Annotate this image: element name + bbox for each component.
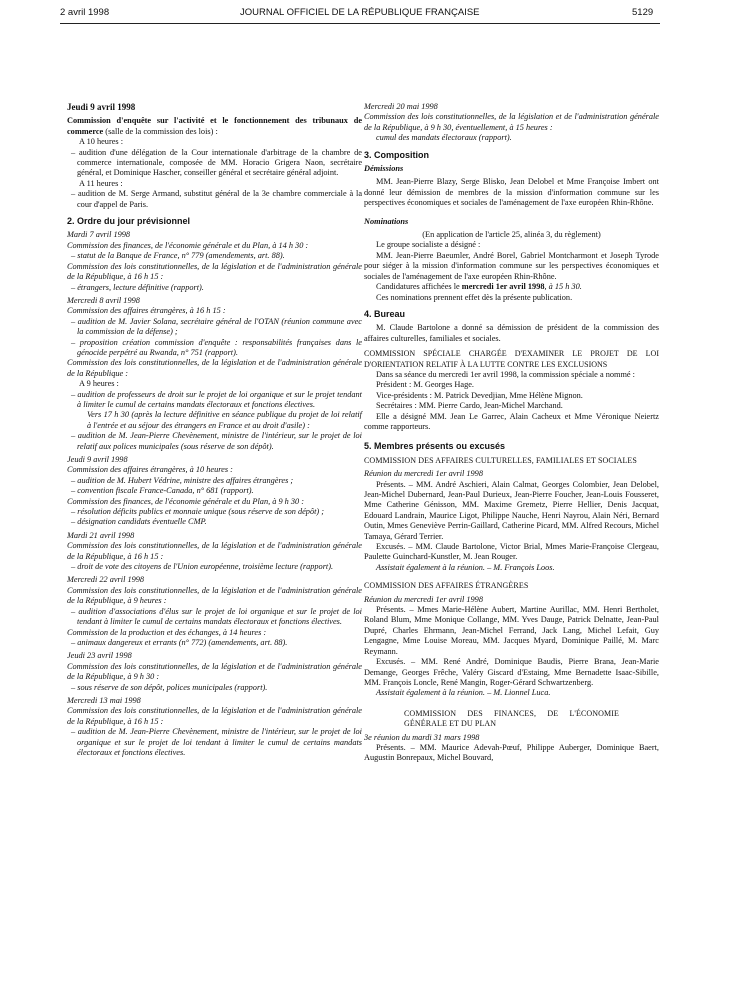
header-page-number: 5129: [632, 7, 654, 18]
time-label: A 11 heures :: [79, 178, 123, 188]
date-heading: Mardi 21 avril 1998: [67, 530, 135, 540]
agenda-item: – animaux dangereux et errants (n° 772) (amendements, art. 88).: [71, 637, 288, 647]
commission-line: Commission des lois constitutionnelles, de la législation et de l'administration générale de la République, à 9 h 30 :: [67, 661, 362, 682]
date-heading: Mercredi 13 mai 1998: [67, 695, 141, 705]
meeting-heading: Réunion du mercredi 1er avril 1998: [364, 469, 483, 479]
also-present: Assistait également à la réunion. – M. François Loos.: [376, 562, 555, 572]
attendance-list: Présents. – MM. André Aschieri, Alain Calmat, Georges Colombier, Jean Delobel, Jean-Michel Dubernard, Jean-Paul Durieux, Jean-Pierre Foucher, Jean-Louis Fousseret, Mme Catherine Génisson, MM. Maxime Gremetz, Pierre Hellier, Denis Jacquat, Edouard Landrain, Maurice Ligot, Philippe Nauche, Henri Nayrou, Alain Néri, Bernard Outin, Mmes Geneviève Perrin-Gaillard, Catherine Picard, MM. Alfred Recours, Michel Tamaya, Gérard Terrier.: [364, 479, 659, 541]
time-label: A 10 heures :: [79, 137, 124, 147]
agenda-item: – statut de la Banque de France, n° 779 (amendements, art. 88).: [71, 251, 285, 261]
agenda-item: cumul des mandats électoraux (rapport).: [376, 133, 512, 143]
attendance-list: Présents. – MM. Maurice Adevah-Pœuf, Philippe Auberger, Dominique Baert, Augustin Bonrepaux, Michel Bouvard,: [364, 742, 659, 763]
section-heading: 3. Composition: [364, 149, 429, 160]
agenda-item: – audition de M. Jean-Pierre Chevènement, ministre de l'intérieur, sur le projet de loi organique et sur le projet de loi tendant à limiter le cumul de certains mandats électoraux et fonctions électives.: [71, 727, 362, 757]
meeting-heading: Réunion du mercredi 1er avril 1998: [364, 594, 483, 604]
commission-title: COMMISSION DES FINANCES, DE L'ÉCONOMIE GÉNÉRALE ET DU PLAN: [404, 708, 619, 729]
agenda-item: – proposition création commission d'enquête : responsabilités françaises dans le génocide perpétré au Rwanda, n° 751 (rapport).: [71, 337, 362, 357]
header-rule: [60, 23, 660, 24]
agenda-item: – audition d'associations d'élus sur le projet de loi organique et sur le projet de loi tendant à limiter le cumul de certains mandats électoraux et fonctions électives.: [71, 606, 362, 627]
excused-list: Excusés. – MM. Claude Bartolone, Victor Brial, Mmes Marie-Françoise Clergeau, Paulette Guinchard-Kunstler, M. Jean Rouger.: [364, 542, 659, 562]
agenda-item: – étrangers, lecture définitive (rapport).: [71, 282, 204, 292]
date-heading: Mercredi 22 avril 1998: [67, 575, 145, 585]
section-heading: 4. Bureau: [364, 308, 406, 319]
date-heading: Mardi 7 avril 1998: [67, 230, 131, 240]
commission-title: COMMISSION SPÉCIALE CHARGÉE D'EXAMINER LE PROJET DE LOI D'ORIENTATION RELATIF À LA LUTTE CONTRE LES EXCLUSIONS: [364, 349, 659, 369]
paragraph: Elle a désigné MM. Jean Le Garrec, Alain Cacheux et Mme Véronique Neiertz comme rapporteurs.: [364, 411, 659, 431]
commission-line: Commission des affaires étrangères, à 10 heures :: [67, 465, 233, 475]
candidatures-date: mercredi 1er avril 1998: [461, 282, 545, 292]
excused-list: Excusés. – MM. René André, Dominique Baudis, Pierre Brana, Jean-Marie Demange, Georges Frêche, Valéry Giscard d'Estaing, Mme Bernadette Isaac-Sibille, MM. François Loncle, René Mangin, Roger-Gérard Schwartzenberg.: [364, 657, 659, 687]
bureau-member: Président : M. Georges Hage.: [376, 380, 475, 390]
commission-title: COMMISSION DES AFFAIRES CULTURELLES, FAMILIALES ET SOCIALES: [364, 455, 637, 465]
commission-line: Commission des finances, de l'économie générale et du Plan, à 9 h 30 :: [67, 496, 305, 506]
candidatures-time: , à 15 h 30.: [544, 282, 582, 292]
date-heading: Mercredi 20 mai 1998: [364, 102, 438, 111]
commission-line: Commission des lois constitutionnelles, de la législation et de l'administration générale de la République, à 9 heures :: [67, 585, 362, 606]
paragraph: MM. Jean-Pierre Blazy, Serge Blisko, Jean Delobel et Mme Françoise Imbert ont donné leur démission de membres de la mission d'information commune sur les perspectives économiques et sociales de l'aménagement de l'axe européen Rhin-Rhône.: [364, 177, 659, 208]
section-heading: 2. Ordre du jour prévisionnel: [67, 216, 191, 227]
commission-paragraph: [67, 116, 362, 137]
agenda-item: – audition de M. Serge Armand, substitut général de la 3e chambre commerciale à la cour d'appel de Paris.: [71, 189, 362, 209]
agenda-item: – audition de M. Hubert Védrine, ministre des affaires étrangères ;: [71, 475, 294, 485]
also-present: Assistait également à la réunion. – M. Lionnel Luca.: [376, 688, 551, 698]
subsection-heading: Nominations: [364, 216, 409, 226]
agenda-item: – audition de M. Jean-Pierre Chevènement, ministre de l'intérieur, sur le projet de loi relatif aux polices municipales (sous réserve de son dépôt).: [71, 431, 362, 451]
attendance-list: Présents. – Mmes Marie-Hélène Aubert, Martine Aurillac, MM. Henri Bertholet, Roland Blum, Mme Monique Collange, MM. Yves Dauge, Patrick Delnatte, Jean-Paul Dupré, Charles Ehrmann, Jean-Michel Ferrand, Jack Lang, Michel Lefait, Guy Lengagne, Mme Louise Moreau, MM. Jacques Myard, Dominique Paillé, M. Marc Reymann.: [364, 605, 659, 656]
paragraph: Dans sa séance du mercredi 1er avril 1998, la commission spéciale a nommé :: [376, 369, 635, 379]
commission-line: Commission des affaires étrangères, à 16 h 15 :: [67, 306, 226, 316]
header-date: 2 avril 1998: [60, 7, 110, 18]
commission-line: Commission des lois constitutionnelles, de la législation et de l'administration générale de la République, à 16 h 15 :: [67, 706, 362, 726]
agenda-item: – sous réserve de son dépôt, polices municipales (rapport).: [71, 682, 268, 692]
header-journal-title: JOURNAL OFFICIEL DE LA RÉPUBLIQUE FRANÇAISE: [240, 7, 480, 18]
agenda-item: – droit de vote des citoyens de l'Union européenne, troisième lecture (rapport).: [71, 562, 334, 572]
commission-room: (salle de la commission des lois) :: [103, 126, 218, 136]
agenda-item: – résolution déficits publics et monnaie unique (sous réserve de son dépôt) ;: [71, 507, 325, 517]
candidatures-line: [364, 282, 659, 292]
commission-title: COMMISSION DES AFFAIRES ÉTRANGÈRES: [364, 581, 529, 591]
commission-line: Commission des lois constitutionnelles, de la législation et de l'administration générale de la République, à 16 h 15 :: [67, 541, 362, 561]
agenda-item: – audition d'une délégation de la Cour internationale d'arbitrage de la chambre de commerce internationale, composée de MM. Horacio Grigera Naon, secrétaire général, et Dominique Hascher, conseiller général et secrétaire général adjoint.: [71, 147, 362, 178]
date-heading: Jeudi 9 avril 1998: [67, 102, 136, 112]
time-note: Vers 17 h 30 (après la lecture définitive en séance publique du projet de loi relatif à l'entrée et au séjour des étrangers en France et au droit d'asile) :: [87, 410, 362, 430]
commission-line: Commission des lois constitutionnelles, de la législation et de l'administration générale de la République, à 16 h 15 :: [67, 261, 362, 282]
commission-name: Commission d'enquête sur l'activité et le fonctionnement des tribunaux de commerce: [67, 116, 362, 136]
bureau-member: Vice-présidents : M. Patrick Devedjian, Mme Hélène Mignon.: [376, 390, 583, 400]
subsection-heading: Démissions: [364, 164, 404, 174]
commission-line: Commission des lois constitutionnelles, de la législation et de l'administration générale de la République :: [67, 358, 362, 378]
meeting-heading: 3e réunion du mardi 31 mars 1998: [364, 732, 480, 742]
paragraph: MM. Jean-Pierre Baeumler, André Borel, Gabriel Montcharmont et Joseph Tyrode pour siéger à la mission d'information commune sur les perspectives économiques et sociales de l'aménagement de l'axe européen Rhin-Rhône.: [364, 250, 659, 281]
paragraph: Ces nominations prennent effet dès la présente publication.: [376, 292, 573, 302]
candidatures-text: Candidatures affichées le: [376, 282, 462, 292]
time-label: A 9 heures :: [79, 379, 119, 389]
agenda-item: – audition de professeurs de droit sur le projet de loi organique et sur le projet tendant à limiter le cumul de certains mandats électoraux et fonctions électives.: [71, 389, 362, 409]
agenda-item: – audition de M. Javier Solana, secrétaire général de l'OTAN (réunion commune avec la commission de la défense) ;: [71, 316, 362, 337]
bureau-member: Secrétaires : MM. Pierre Cardo, Jean-Michel Marchand.: [376, 401, 563, 411]
agenda-item: – désignation candidats éventuelle CMP.: [71, 517, 207, 527]
agenda-item: – convention fiscale France-Canada, n° 681 (rapport).: [71, 486, 254, 496]
date-heading: Mercredi 8 avril 1998: [67, 295, 140, 305]
paragraph: Le groupe socialiste a désigné :: [376, 240, 481, 250]
date-heading: Jeudi 23 avril 1998: [67, 651, 132, 661]
commission-line: Commission des finances, de l'économie générale et du Plan, à 14 h 30 :: [67, 240, 309, 250]
commission-line: Commission de la production et des échanges, à 14 heures :: [67, 627, 267, 637]
regulation-reference: (En application de l'article 25, alinéa 3, du règlement): [422, 230, 601, 240]
right-column: [364, 102, 659, 764]
commission-line: Commission des lois constitutionnelles, de la législation et de l'administration générale de la République, à 9 h 30, éventuellement, à 15 heures :: [364, 112, 659, 132]
paragraph: M. Claude Bartolone a donné sa démission de président de la commission des affaires culturelles, familiales et sociales.: [364, 323, 659, 343]
page-header: [0, 5, 731, 23]
date-heading: Jeudi 9 avril 1998: [67, 455, 128, 464]
section-heading: 5. Membres présents ou excusés: [364, 441, 506, 452]
left-column: [67, 102, 362, 758]
